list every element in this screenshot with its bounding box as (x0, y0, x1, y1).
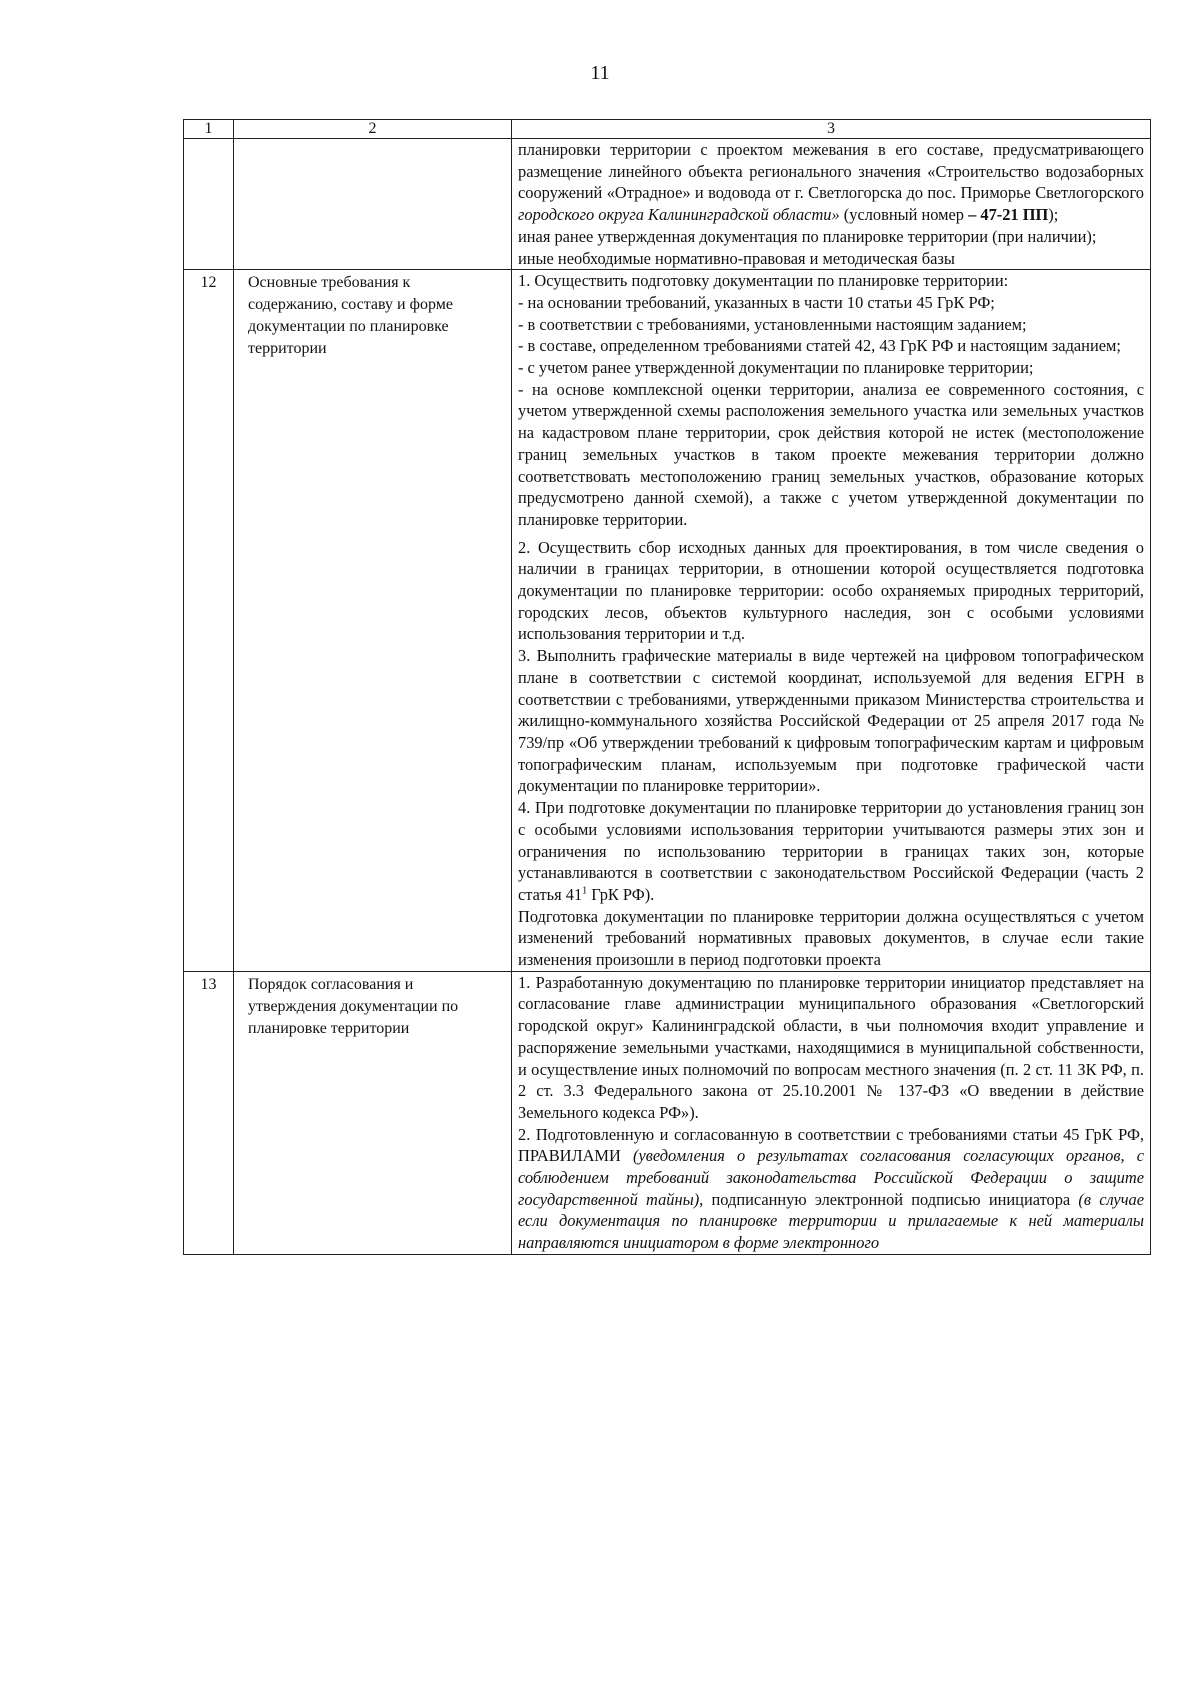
requirements-table (183, 119, 1151, 1255)
page-number: 11 (590, 62, 610, 84)
table-row-12 (184, 270, 1151, 972)
content-paragraph: планировки территории с проектом межевания в его составе, предусматривающего размещение линейного объекта регионального значения «Строительство водозаборных сооружений «Отрадное» и водовода от г. Светлогорска до пос. Приморье Светлогорского городского округа Калининградской области» (условный номер – 47-21 ПП); (518, 140, 1144, 225)
row-content (512, 139, 1151, 270)
content-paragraph: 2. Подготовленную и согласованную в соответствии с требованиями статьи 45 ГрК РФ, ПРАВИЛАМИ (уведомления о результатах согласования согласующих органов, с соблюдением требований законодательства Российской Федерации о защите государственной тайны), подписанную электронной подписью инициатора (в случае если документация по планировке территории и прилагаемые к ней материалы направляются инициатором в форме электронного (518, 1124, 1144, 1253)
content-paragraph: 1. Осуществить подготовку документации по планировке территории: (518, 271, 1009, 291)
header-col-1: 1 (184, 120, 234, 139)
row-number: 13 (184, 971, 234, 1254)
row-name: Основные требования к содержанию, составу и форме документации по планировке территории (234, 270, 512, 972)
content-paragraph: 3. Выполнить графические материалы в виде чертежей на цифровом топографическом плане в соответствии с системой координат, используемой для ведения ЕГРН в соответствии с требованиями, утвержденными приказом Министерства строительства и жилищно-коммунального хозяйства Российской Федерации от 25 апреля 2017 года № 739/пр «Об утверждении требований к цифровым топографическим картам и цифровым топографическим планам, используемым при подготовке графической части документации по планировке территории». (518, 646, 1144, 796)
row-content (512, 971, 1151, 1254)
row-content (512, 270, 1151, 972)
table-row-13 (184, 971, 1151, 1254)
content-paragraph: - с учетом ранее утвержденной документации по планировке территории; (518, 358, 1034, 378)
row-number-empty (184, 139, 234, 270)
content-paragraph: иные необходимые нормативно-правовая и методическая базы (518, 248, 955, 268)
row-number: 12 (184, 270, 234, 972)
content-paragraph: 2. Осуществить сбор исходных данных для проектирования, в том числе сведения о наличии в границах территории, в отношении которой осуществляется подготовка документации по планировке территории: особо охраняемых природных территорий, городских лесов, объектов культурного наследия, зон с особыми условиями использования территории и т.д. (518, 537, 1144, 644)
content-paragraph: - в составе, определенном требованиями статей 42, 43 ГрК РФ и настоящим заданием; (518, 336, 1121, 356)
table-row-continuation (184, 139, 1151, 270)
row-name: Порядок согласования и утверждения документации по планировке территории (234, 971, 512, 1254)
content-paragraph: - в соответствии с требованиями, установленными настоящим заданием; (518, 314, 1027, 334)
content-paragraph: Подготовка документации по планировке территории должна осуществляться с учетом изменений требований нормативных правовых документов, в случае если такие изменения произошли в период подготовки проекта (518, 906, 1144, 970)
content-paragraph: - на основе комплексной оценки территории, анализа ее современного состояния, с учетом утвержденной схемы расположения земельного участка или земельных участков на кадастровом плане территории, срок действия которой не истек (местоположение границ земельных участков в таком проекте межевания территории должно соответствовать местоположению границ земельных участков, образование которых предусмотрено данной схемой), а также с учетом утвержденной документации по планировке территории. (518, 379, 1144, 529)
table-header-row (184, 120, 1151, 139)
header-col-2: 2 (234, 120, 512, 139)
content-paragraph: иная ранее утвержденная документация по планировке территории (при наличии); (518, 226, 1097, 246)
row-name-empty (234, 139, 512, 270)
header-col-3: 3 (512, 120, 1151, 139)
content-paragraph: 4. При подготовке документации по планировке территории до установления границ зон с особыми условиями использования территории учитываются размеры этих зон и ограничения по использованию территории в границах таких зон, которые устанавливаются в соответствии с законодательством Российской Федерации (часть 2 статья $41^1$ ГрК РФ). (518, 798, 1144, 904)
content-paragraph: 1. Разработанную документацию по планировке территории инициатор представляет на согласование главе администрации муниципального образования «Светлогорский городской округ» Калининградской области, в чьи полномочия входит управление и распоряжение земельными участками, находящимися в муниципальной собственности, и осуществление иных полномочий по вопросам местного значения (п. 2 ст. 11 ЗК РФ, п. 2 ст. 3.3 Федерального закона от 25.10.2001 № 137-ФЗ «О введении в действие Земельного кодекса РФ»). (518, 972, 1144, 1122)
content-paragraph: - на основании требований, указанных в части 10 статьи 45 ГрК РФ; (518, 292, 995, 312)
